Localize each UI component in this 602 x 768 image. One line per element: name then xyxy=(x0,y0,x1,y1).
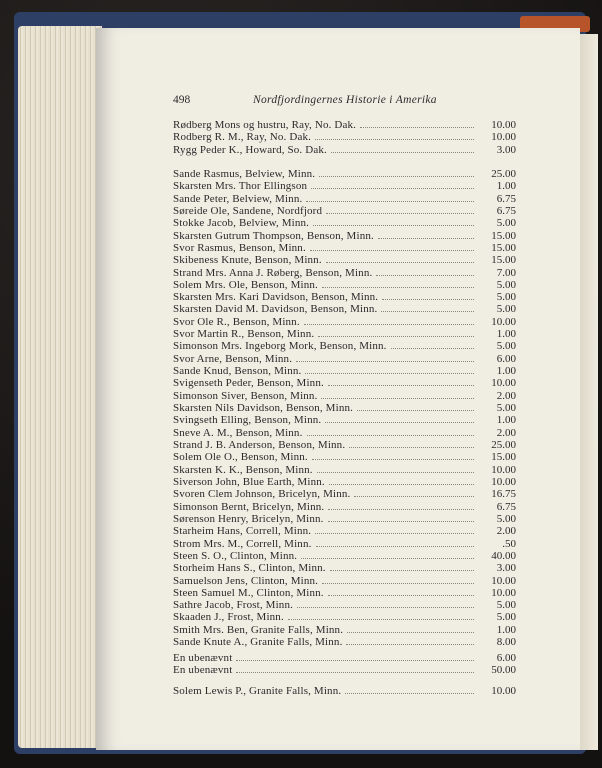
donation-amount: 10.00 xyxy=(491,315,516,328)
donation-amount: 5.00 xyxy=(496,217,516,230)
list-item xyxy=(173,217,516,230)
list-item xyxy=(173,402,516,415)
donor-name: Siverson John, Blue Earth, Minn. xyxy=(173,475,325,488)
donor-name: En ubenævnt xyxy=(173,664,233,677)
donor-name: Søreide Ole, Sandene, Nordfjord xyxy=(173,204,323,217)
donation-amount: 6.75 xyxy=(496,204,516,217)
donor-name: Rødberg Mons og hustru, Ray, No. Dak. xyxy=(173,119,357,131)
donor-name: Sande Knud, Benson, Minn. xyxy=(173,365,302,378)
list-item xyxy=(173,439,516,452)
donor-name: Rodberg R. M., Ray, No. Dak. xyxy=(173,131,312,144)
donor-name: Solem Ole O., Benson, Minn. xyxy=(173,451,308,464)
page-edges xyxy=(18,26,102,748)
donor-name: Skarsten Mrs. Kari Davidson, Benson, Minn. xyxy=(173,291,379,304)
dot-leader xyxy=(310,242,474,251)
donation-amount: 1.00 xyxy=(496,365,516,378)
donation-amount: 25.00 xyxy=(491,439,516,451)
list-item xyxy=(173,587,516,600)
donation-amount: 1.00 xyxy=(496,180,516,193)
donor-name: Svor Rasmus, Benson, Minn. xyxy=(173,241,306,254)
donation-amount: 16.75 xyxy=(491,488,516,501)
donation-amount: 10.00 xyxy=(491,119,516,131)
donation-amount: 5.00 xyxy=(496,340,516,353)
donation-amount: 15.00 xyxy=(491,229,516,242)
dot-leader xyxy=(322,575,474,584)
donor-name: Simonson Siver, Benson, Minn. xyxy=(173,389,318,402)
dot-leader xyxy=(305,365,474,374)
donation-amount: 1.00 xyxy=(496,623,516,636)
page-header xyxy=(173,94,515,110)
running-title: Nordfjordingernes Historie i Amerika xyxy=(253,94,437,106)
dot-leader xyxy=(391,340,474,349)
dot-leader xyxy=(326,254,474,263)
list-item xyxy=(173,550,516,563)
list-item xyxy=(173,353,516,366)
list-item xyxy=(173,488,516,501)
donation-amount: 25.00 xyxy=(491,167,516,180)
dot-leader xyxy=(304,316,474,325)
dot-leader xyxy=(330,562,474,571)
donation-amount: 6.75 xyxy=(496,192,516,205)
donation-amount: 8.00 xyxy=(496,636,516,649)
donation-amount: 6.00 xyxy=(496,651,516,664)
list-item xyxy=(173,303,516,316)
donation-amount: 10.00 xyxy=(491,377,516,390)
list-item xyxy=(173,538,516,551)
donation-amount: 15.00 xyxy=(491,254,516,267)
list-item xyxy=(173,599,516,612)
dot-leader xyxy=(315,525,474,534)
donor-name: Sande Knute A., Granite Falls, Minn. xyxy=(173,636,343,649)
list-item xyxy=(173,180,516,193)
list-item xyxy=(173,685,516,698)
donor-name: Strom Mrs. M., Correll, Minn. xyxy=(173,537,312,550)
donation-amount: 5.00 xyxy=(496,278,516,291)
dot-leader xyxy=(345,685,474,694)
list-item xyxy=(173,501,516,514)
dot-leader xyxy=(382,291,474,300)
list-item xyxy=(173,414,516,427)
donation-amount: 6.00 xyxy=(496,352,516,365)
dot-leader xyxy=(306,193,474,202)
list-item xyxy=(173,144,516,157)
list-item xyxy=(173,193,516,206)
donor-name: Steen Samuel M., Clinton, Minn. xyxy=(173,586,324,599)
list-item xyxy=(173,624,516,637)
donation-amount: 1.00 xyxy=(496,414,516,427)
donor-name: Svigenseth Peder, Benson, Minn. xyxy=(173,377,324,390)
dot-leader xyxy=(360,119,474,128)
dot-leader xyxy=(317,464,474,473)
list-item xyxy=(173,205,516,218)
list-item xyxy=(173,254,516,267)
donation-amount: 5.00 xyxy=(496,402,516,415)
list-item xyxy=(173,131,516,144)
list-item xyxy=(173,267,516,280)
donation-amount: 15.00 xyxy=(491,451,516,464)
dot-leader xyxy=(307,427,475,436)
dot-leader xyxy=(312,451,474,460)
list-item xyxy=(173,291,516,304)
dot-leader xyxy=(236,664,474,673)
donation-amount: 15.00 xyxy=(491,241,516,254)
donation-amount: 10.00 xyxy=(491,574,516,587)
list-item xyxy=(173,513,516,526)
donation-amount: 10.00 xyxy=(491,586,516,599)
donor-name: En ubenævnt xyxy=(173,651,233,664)
donor-name: Sneve A. M., Benson, Minn. xyxy=(173,426,303,439)
donor-name: Stokke Jacob, Belview, Minn. xyxy=(173,217,310,230)
list-item xyxy=(173,340,516,353)
list-item xyxy=(173,328,516,341)
donor-name: Steen S. O., Clinton, Minn. xyxy=(173,549,298,562)
dot-leader xyxy=(313,217,474,226)
dot-leader xyxy=(318,328,474,337)
donation-amount: 10.00 xyxy=(491,684,516,697)
donation-amount: 5.00 xyxy=(496,303,516,316)
dot-leader xyxy=(315,131,474,140)
donation-amount: 2.00 xyxy=(496,389,516,402)
list-item xyxy=(173,242,516,255)
donation-amount: 3.00 xyxy=(496,143,516,156)
dot-leader xyxy=(357,402,474,411)
donor-name: Skibeness Knute, Benson, Minn. xyxy=(173,254,322,267)
donor-name: Skarsten David M. Davidson, Benson, Minn. xyxy=(173,303,378,316)
dot-leader xyxy=(296,353,474,362)
list-item xyxy=(173,525,516,538)
dot-leader xyxy=(328,377,474,386)
donation-amount: 10.00 xyxy=(491,131,516,144)
dot-leader xyxy=(297,599,474,608)
dot-leader xyxy=(349,439,474,448)
donor-name: Svingseth Elling, Benson, Minn. xyxy=(173,414,322,427)
list-item xyxy=(173,230,516,243)
dot-leader xyxy=(331,144,474,153)
list-item xyxy=(173,652,516,665)
donor-name: Rygg Peder K., Howard, So. Dak. xyxy=(173,143,327,156)
list-item xyxy=(173,636,516,649)
dot-leader xyxy=(378,230,474,239)
dot-leader xyxy=(329,476,474,485)
dot-leader xyxy=(325,414,474,423)
dot-leader xyxy=(347,624,474,633)
donor-name: Strand Mrs. Anna J. Røberg, Benson, Minn. xyxy=(173,266,373,279)
donor-name: Starheim Hans, Correll, Minn. xyxy=(173,525,312,538)
donor-name: Samuelson Jens, Clinton, Minn. xyxy=(173,574,319,587)
list-item xyxy=(173,427,516,440)
donor-name: Svor Arne, Benson, Minn. xyxy=(173,352,293,365)
dot-leader xyxy=(319,168,474,177)
donor-name: Svor Martin R., Benson, Minn. xyxy=(173,328,315,341)
donation-amount: 3.00 xyxy=(496,562,516,575)
dot-leader xyxy=(322,279,474,288)
list-item xyxy=(173,279,516,292)
donor-name: Sande Rasmus, Belview, Minn. xyxy=(173,167,316,180)
donation-amount: 2.00 xyxy=(496,525,516,538)
dot-leader xyxy=(328,587,474,596)
list-item xyxy=(173,365,516,378)
donation-amount: 5.00 xyxy=(496,599,516,612)
donation-amount: 2.00 xyxy=(496,426,516,439)
list-item xyxy=(173,664,516,677)
list-item xyxy=(173,575,516,588)
donation-amount: 5.00 xyxy=(496,512,516,525)
donation-amount: 40.00 xyxy=(491,549,516,562)
donation-amount: 6.75 xyxy=(496,500,516,513)
list-item xyxy=(173,476,516,489)
facing-page-edge xyxy=(578,34,598,750)
dot-leader xyxy=(376,267,474,276)
list-item xyxy=(173,316,516,329)
donor-name: Sathre Jacob, Frost, Minn. xyxy=(173,599,294,612)
donor-name: Simonson Mrs. Ingeborg Mork, Benson, Minn. xyxy=(173,340,387,353)
donation-amount: 1.00 xyxy=(496,328,516,341)
dot-leader xyxy=(301,550,474,559)
donor-name: Storheim Hans S., Clinton, Minn. xyxy=(173,562,326,575)
list-item xyxy=(173,168,516,181)
donation-amount: 10.00 xyxy=(491,463,516,476)
dot-leader xyxy=(381,303,474,312)
dot-leader xyxy=(326,205,474,214)
donor-name: Solem Lewis P., Granite Falls, Minn. xyxy=(173,684,342,697)
donor-name: Svoren Clem Johnson, Bricelyn, Minn. xyxy=(173,488,351,501)
dot-leader xyxy=(236,652,474,661)
list-item xyxy=(173,611,516,624)
list-item xyxy=(173,451,516,464)
donation-amount: 7.00 xyxy=(496,266,516,279)
donor-name: Skarsten Nils Davidson, Benson, Minn. xyxy=(173,402,354,415)
donation-amount: .50 xyxy=(502,537,516,550)
donation-amount: 50.00 xyxy=(491,664,516,677)
donor-name: Solem Mrs. Ole, Benson, Minn. xyxy=(173,278,318,291)
donor-list xyxy=(173,119,516,697)
dot-leader xyxy=(328,513,474,522)
donation-amount: 5.00 xyxy=(496,291,516,304)
dot-leader xyxy=(328,501,474,510)
donor-name: Skarsten K. K., Benson, Minn. xyxy=(173,463,313,476)
dot-leader xyxy=(288,611,474,620)
donor-name: Svor Ole R., Benson, Minn. xyxy=(173,315,300,328)
dot-leader xyxy=(354,488,474,497)
donation-amount: 5.00 xyxy=(496,611,516,624)
list-item xyxy=(173,390,516,403)
dot-leader xyxy=(311,180,474,189)
list-item xyxy=(173,119,516,132)
donor-name: Simonson Bernt, Bricelyn, Minn. xyxy=(173,500,325,513)
donor-name: Sørenson Henry, Bricelyn, Minn. xyxy=(173,512,324,525)
donor-name: Smith Mrs. Ben, Granite Falls, Minn. xyxy=(173,623,344,636)
dot-leader xyxy=(346,636,474,645)
donor-name: Skaaden J., Frost, Minn. xyxy=(173,611,284,624)
donor-name: Skarsten Mrs. Thor Ellingson xyxy=(173,180,308,193)
dot-leader xyxy=(316,538,475,547)
donor-name: Skarsten Gutrum Thompson, Benson, Minn. xyxy=(173,229,374,242)
donor-name: Sande Peter, Belview, Minn. xyxy=(173,192,303,205)
list-item xyxy=(173,562,516,575)
donation-amount: 10.00 xyxy=(491,475,516,488)
donor-name: Strand J. B. Anderson, Benson, Minn. xyxy=(173,439,346,451)
dot-leader xyxy=(321,390,474,399)
list-item xyxy=(173,377,516,390)
list-item xyxy=(173,464,516,477)
page-number: 498 xyxy=(173,94,191,106)
